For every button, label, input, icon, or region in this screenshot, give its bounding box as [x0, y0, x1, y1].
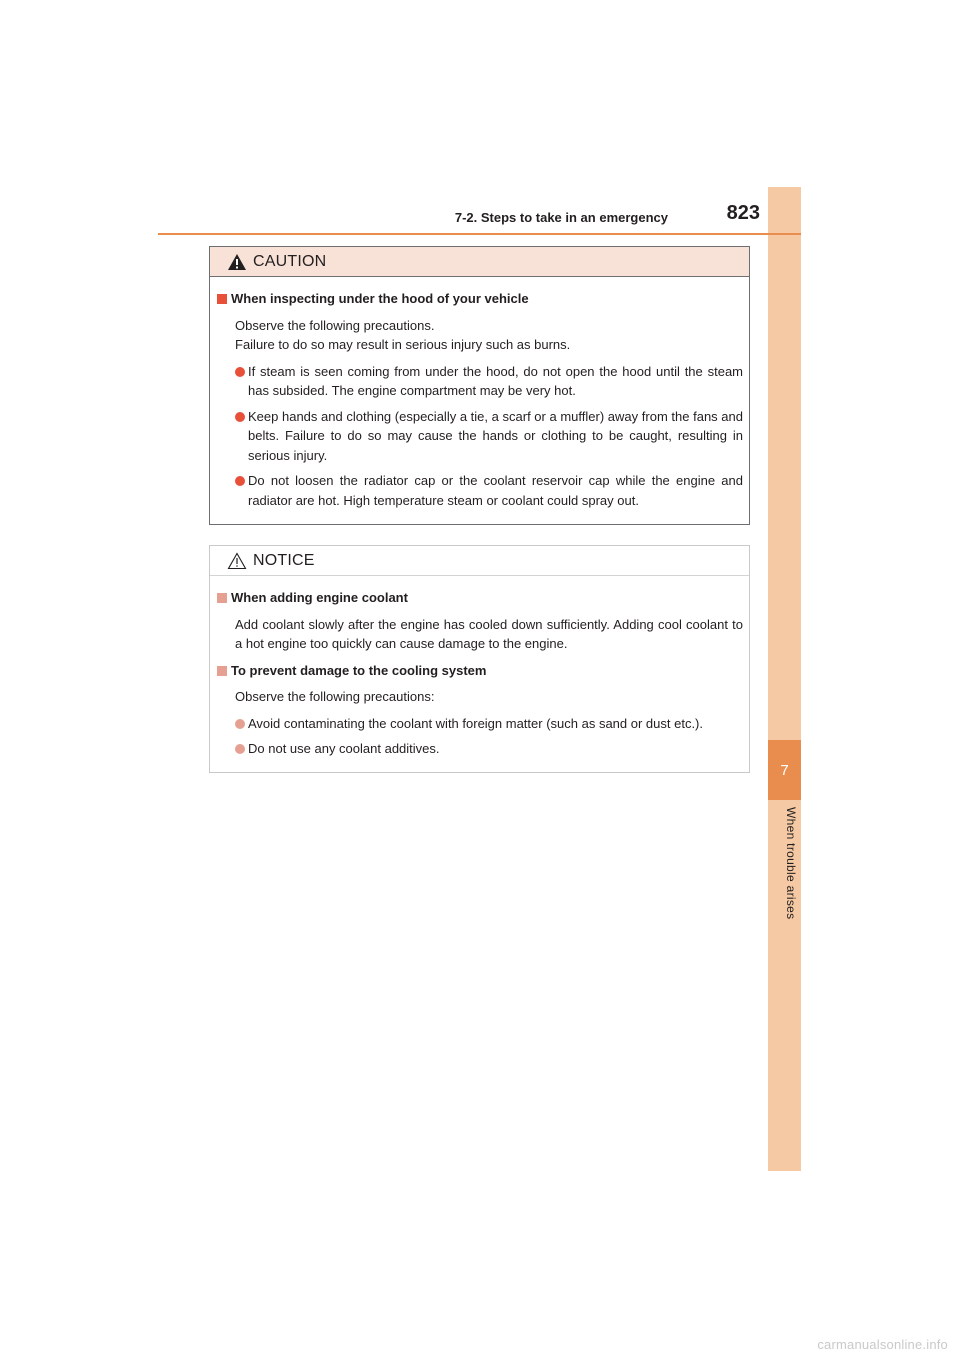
square-bullet-icon — [217, 294, 227, 304]
notice-section2-intro: Observe the following precautions: — [235, 689, 435, 704]
caution-header — [210, 247, 749, 277]
chapter-number: 7 — [768, 740, 801, 800]
notice-triangle-icon — [227, 552, 247, 570]
list-item: Keep hands and clothing (especially a tie, a scarf or a muffler) away from the fans and belts. Failure to do so may cause the hands or clothing to be caught, resulting in serious injury. — [216, 407, 743, 466]
caution-intro-1: Observe the following precautions. — [235, 317, 435, 333]
page-number: 823 — [726, 202, 760, 224]
notice-box — [209, 545, 750, 773]
section-title: 7-2. Steps to take in an emergency — [454, 210, 668, 225]
bullet-dot-icon — [235, 412, 245, 422]
header-divider — [158, 233, 801, 235]
list-item: Do not loosen the radiator cap or the coolant reservoir cap while the engine and radiator are hot. High temperature steam or coolant could spray out. — [216, 471, 743, 510]
notice-header — [210, 546, 749, 576]
square-bullet-icon — [217, 593, 227, 603]
caution-heading: CAUTION — [253, 252, 327, 270]
notice-section1-title: When adding engine coolant — [216, 588, 743, 608]
notice-heading: NOTICE — [253, 551, 315, 569]
bullet-dot-icon — [235, 476, 245, 486]
chapter-label: When trouble arises — [784, 807, 798, 920]
bullet-dot-icon — [235, 744, 245, 754]
caution-box — [209, 246, 750, 525]
list-item: If steam is seen coming from under the hood, do not open the hood until the steam has subsided. The engine compartment may be very hot. — [216, 362, 743, 401]
warning-triangle-icon — [227, 253, 247, 271]
bullet-dot-icon — [235, 367, 245, 377]
list-item: Avoid contaminating the coolant with foreign matter (such as sand or dust etc.). — [216, 714, 743, 734]
notice-section1-text: Add coolant slowly after the engine has cooled down sufficiently. Adding cool coolant to a hot engine too quickly can cause damage to the engine. — [235, 616, 743, 651]
watermark: carmanualsonline.info — [817, 1337, 948, 1352]
bullet-dot-icon — [235, 719, 245, 729]
caution-section-title: When inspecting under the hood of your vehicle — [216, 289, 743, 309]
side-tab — [768, 187, 801, 1171]
square-bullet-icon — [217, 666, 227, 676]
notice-section2-title: To prevent damage to the cooling system — [216, 661, 743, 681]
list-item: Do not use any coolant additives. — [216, 739, 743, 759]
caution-intro-2: Failure to do so may result in serious injury such as burns. — [235, 337, 571, 352]
